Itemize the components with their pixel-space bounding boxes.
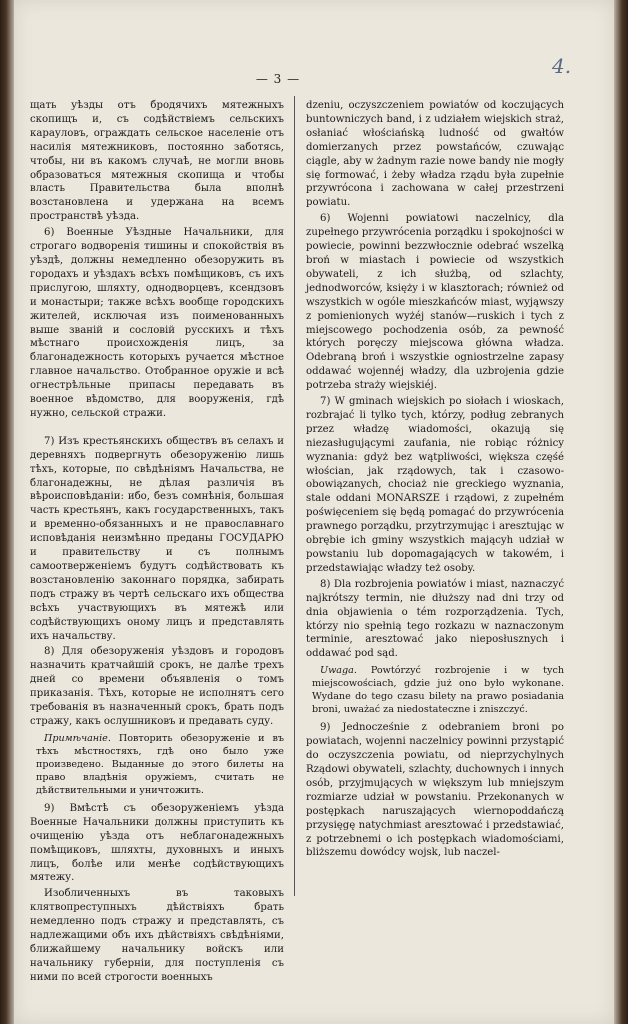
note bbox=[30, 732, 284, 797]
handwritten-folio-mark: 4. bbox=[552, 54, 572, 78]
note-label: Примѣчаніе. bbox=[44, 732, 111, 744]
paragraph-continuation: dzeniu, oczyszczeniem powiatów od koczujących buntowniczych band, i z udziałem wiejskich straż, osłaniać włościańską ludność od gwałtów domierzanych przez powstańców, czuwając ciągle, aby w żadnym razie nowe bandy nie mogły się formować, i żeby władza rządu była zupełnie przywrócona i zachowana w całej przestrzeni powiatu. bbox=[306, 100, 564, 209]
paragraph-9-continued: Изобличенныхъ въ таковыхъ клятвопреступныхъ дѣйствіяхъ брать немедленно подъ стражу и представлять, съ надлежащими объ ихъ дѣйствіяхъ свѣдѣніями, ближайшему начальнику войскъ или начальнику губерніи, для поступленія съ ними по всей строгости военныхъ bbox=[30, 888, 284, 983]
note-label: Uwaga. bbox=[320, 665, 357, 677]
paragraph-9: 9) Jednocześnie z odebraniem broni po powiatach, wojenni naczelnicy powinni przystąpić do oczyszczenia powiatu, od nieprzychylnych Rządowi obywateli, szlachty, duchownych i innych osób, przyjmujących w większym lub mniejszym rozmiarze udział w powstaniu. Przekonanych w postępkach naruszających wiernopoddańczą przysięgę natychmiast aresztować i przedstawiać, z potrzebnemi o ich postępkach wiadomościami, bliższemu dowódcy wojsk, lub naczel- bbox=[306, 722, 564, 859]
paragraph-7: 7) Изъ крестьянскихъ обществъ въ селахъ и деревняхъ подвергнуть обезоруженію лишь тѣхъ, которые, по свѣдѣніямъ Начальства, не благонадежны, не дѣлая различія въ вѣроисповѣданіи: ибо, безъ сомнѣнія, большая часть крестьянъ, какъ государственныхъ, такъ и временно-обязанныхъ и не православнаго исповѣданія неизмѣнно преданы ГОСУДАРЮ и правительству и съ полнымъ самоотверженіемъ будутъ содѣйствовать къ возстановленію законнаго порядка, забирать подъ стражу въ чертѣ сельскаго ихъ общества всѣхъ участвующихъ въ мятежѣ или содѣйствующихъ оному лицъ и представлять ихъ начальству. bbox=[30, 435, 284, 642]
paragraph-6: 6) Военные Уѣздные Начальники, для строгаго водворенія тишины и спокойствія въ уѣздѣ, должны немедленно обезоружить въ городахъ и уѣздахъ всѣхъ помѣщиковъ, съ ихъ прислугою, шляхту, однодворцевъ, ксендзовъ и монастыри; также всѣхъ вообще городскихъ жителей, исключая изъ поименованныхъ выше званій и сословій русскихъ и тѣхъ мѣстнаго происхожденія лицъ, за благонадежность которыхъ ручается мѣстное главное начальство. Отобранное оружіе и всѣ огнестрѣльные припасы передавать въ военное вѣдомство, для вооруженія, гдѣ нужно, сельской стражи. bbox=[30, 227, 284, 419]
paragraph-8: 8) Для обезоруженія уѣздовъ и городовъ назначить кратчайшій срокъ, не далѣе трехъ дней со времени объявленія о томъ приказанія. Тѣхъ, которые не исполнятъ сего требованія въ назначенный срокъ, брать подъ стражу, какъ ослушниковъ и предавать суду. bbox=[30, 646, 284, 727]
russian-text-column bbox=[30, 99, 284, 983]
page-number: — 3 — bbox=[255, 72, 301, 86]
paragraph-continuation: щать уѣзды отъ бродячихъ мятежныхъ скопищъ и, съ содѣйствіемъ сельскихъ карауловъ, ограждать сельское населеніе отъ насилія мятежниковъ, постоянно заботясь, чтобы, ни въ какомъ случаѣ, не могли вновь образоваться мятежныя скопища и чтобы власть Правительства была вполнѣ возстановлена и удержана на всемъ пространствѣ уѣзда. bbox=[30, 100, 284, 223]
note-text: Powtórzyć rozbrojenie i w tych miejscowościach, gdzie już ono było wykonane. Wydane do tego czasu bilety na prawo posiadania broni, uważać za niedostateczne i zniszczyć. bbox=[312, 665, 564, 716]
paragraph-7: 7) W gminach wiejskich po siołach i wioskach, rozbrajać li tylko tych, którzy, podług zebranych przez władzę wiadomości, okazują się niezasługującymi zaufania, nie robiąc różnicy wyznania: gdyż bez wątpliwości, większa częśé włościan, jak rządowych, tak i czasowo-obowiązanych, chociaż nie greckiego wyznania, stale oddani MONARSZE i rządowi, z zupełném poświęceniem się będą pomagać do przywrócenia prawnego porządku, przytrzymując i aresztując w obrębie ich gminy wszystkich mającyh udział w powstaniu lub dopomagających w takowém, i przedstawiając władzy też osoby. bbox=[306, 396, 564, 574]
paragraph-6: 6) Wojenni powiatowi naczelnicy, dla zupełnego przywrócenia porządku i spokojności w powiecie, powinni bezzwłocznie odebrać wszelką broń w miastach i powiecie od wszystkich obywateli, z ich służbą, od szlachty, jednodworców, księży i w klasztorach; również od wszystkich w ogóle mieszkańców miast, wyjąwszy z pomienionych wyżéj stanów—ruskich i tych z miejscowego pochodzenia osób, za pewność których poręczy miejscowa główna władza. Odebraną broń i wszystkie ogniostrzelne zapasy oddawać wojennéj władzy, dla uzbrojenia gdzie potrzeba straży wiejskiéj. bbox=[306, 213, 564, 392]
paragraph-8: 8) Dla rozbrojenia powiatów i miast, naznaczyć najkrótszy termin, nie dłuższy nad dni trzy od dnia objawienia o tém rozporządzenia. Tych, którzy nio spełnią tego rozkazu w naznaczonym terminie, aresztować jako nieposłusznych i oddawać pod sąd. bbox=[306, 578, 564, 660]
note bbox=[306, 664, 564, 716]
column-divider bbox=[294, 96, 295, 896]
note-text: Повторить обезоруженіе и въ тѣхъ мѣстностяхъ, гдѣ оно было уже произведено. Выданные до этого билеты на право владѣнія оружіемъ, считать не дѣйствительными и уничтожить. bbox=[36, 732, 284, 796]
paragraph-9: 9) Вмѣстѣ съ обезоруженіемъ уѣзда Военные Начальники должны приступить къ очищенію уѣзда отъ неблагонадежныхъ помѣщиковъ, шляхты, духовныхъ и иныхъ лицъ, болѣе или менѣе содѣйствующихъ мятежу. bbox=[30, 802, 284, 884]
polish-text-column bbox=[306, 99, 564, 899]
